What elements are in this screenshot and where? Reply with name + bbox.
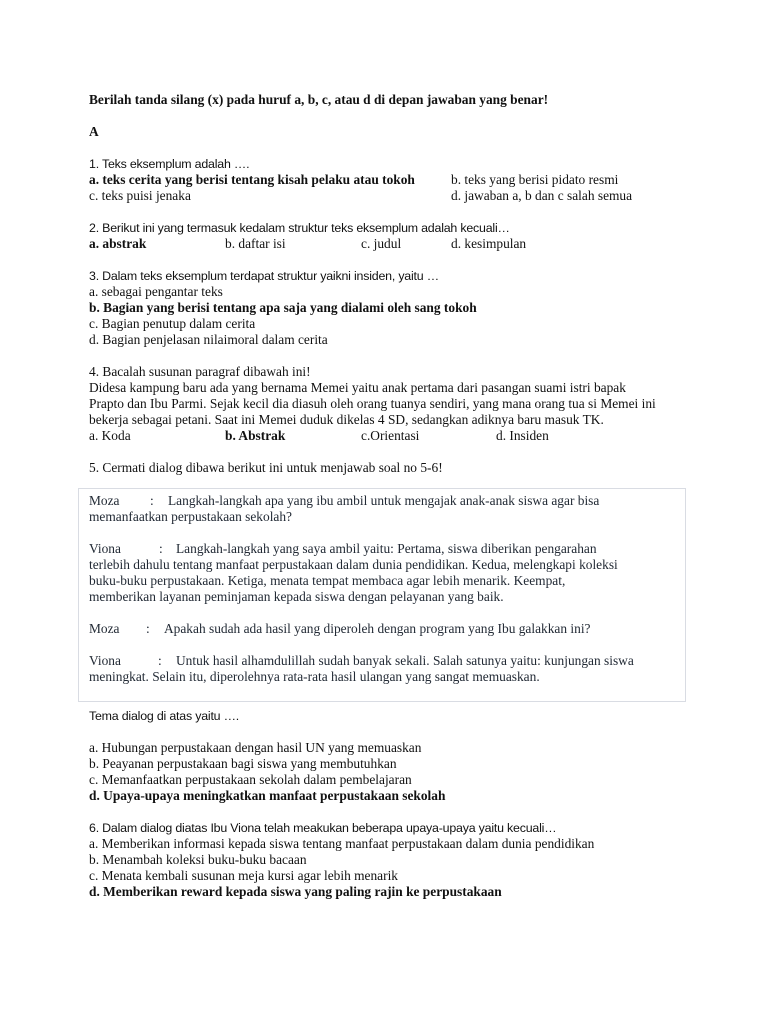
q5-question: 5. Cermati dialog dibawa berikut ini untuk menjawab soal no 5-6! <box>89 460 443 475</box>
q5-option-a[interactable]: a. Hubungan perpustakaan dengan hasil UN yang memuaskan <box>89 740 422 755</box>
speaker-name: Moza <box>89 621 120 636</box>
q4-option-b[interactable]: b. Abstrak <box>225 428 286 443</box>
speaker-colon: : <box>158 653 162 668</box>
q3-question: 3. Dalam teks eksemplum terdapat struktur yaikni insiden, yaitu … <box>89 269 439 283</box>
q4-option-a[interactable]: a. Koda <box>89 428 131 443</box>
dialog-viona-2-cont <box>89 669 675 685</box>
q4-option-d[interactable]: d. Insiden <box>496 428 549 443</box>
dialog-moza-2 <box>89 621 675 637</box>
dialog-viona-1-cont <box>89 589 675 605</box>
instruction: Berilah tanda silang (x) pada huruf a, b, c, atau d di depan jawaban yang benar! <box>89 92 549 107</box>
q6-option-c[interactable]: c. Menata kembali susunan meja kursi agar lebih menarik <box>89 868 398 883</box>
q3-option-a[interactable]: a. sebagai pengantar teks <box>89 284 223 299</box>
document-body <box>89 92 689 900</box>
dialog-viona-1-cont <box>89 573 675 589</box>
dialog-text: Apakah sudah ada hasil yang diperoleh dengan program yang Ibu galakkan ini? <box>164 621 591 636</box>
dialog-text: memberikan layanan peminjaman kepada siswa dengan pelayanan yang baik. <box>89 589 504 604</box>
dialog-box <box>78 488 686 702</box>
q4-passage-line: Didesa kampung baru ada yang bernama Memei yaitu anak pertama dari pasangan suami istri bapak <box>89 380 626 395</box>
dialog-viona-2 <box>89 653 675 669</box>
q4-options-row <box>89 428 689 444</box>
q5-option-d[interactable]: d. Upaya-upaya meningkatkan manfaat perpustakaan sekolah <box>89 788 446 803</box>
q4-passage-line: bekerja sebagai petani. Saat ini Memei duduk dikelas 4 SD, sedangkan adiknya baru masuk TK. <box>89 412 604 427</box>
q3-option-d[interactable]: d. Bagian penjelasan nilaimoral dalam cerita <box>89 332 328 347</box>
q6-option-d[interactable]: d. Memberikan reward kepada siswa yang paling rajin ke perpustakaan <box>89 884 502 899</box>
q1-option-c[interactable]: c. teks puisi jenaka <box>89 188 191 203</box>
q3-option-b[interactable]: b. Bagian yang berisi tentang apa saja yang dialami oleh sang tokoh <box>89 300 477 315</box>
q1-option-b[interactable]: b. teks yang berisi pidato resmi <box>451 172 619 187</box>
q2-option-d[interactable]: d. kesimpulan <box>451 236 527 251</box>
q1-option-d[interactable]: d. jawaban a, b dan c salah semua <box>451 188 633 203</box>
speaker-colon: : <box>150 493 154 508</box>
dialog-text: Langkah-langkah apa yang ibu ambil untuk mengajak anak-anak siswa agar bisa <box>168 493 600 508</box>
q6-option-a[interactable]: a. Memberikan informasi kepada siswa tentang manfaat perpustakaan dalam dunia pendidikan <box>89 836 595 851</box>
q1-question: 1. Teks eksemplum adalah …. <box>89 157 250 171</box>
q6-option-b[interactable]: b. Menambah koleksi buku-buku bacaan <box>89 852 307 867</box>
q2-option-b[interactable]: b. daftar isi <box>225 236 286 251</box>
speaker-colon: : <box>159 541 163 556</box>
dialog-text: meningkat. Selain itu, diperolehnya rata-rata hasil ulangan yang sangat memuaskan. <box>89 669 540 684</box>
speaker-name: Moza <box>89 493 120 508</box>
q4-passage-line: Prapto dan Ibu Parmi. Sejak kecil dia diasuh oleh orang tuanya sendiri, yang mana orang tua si Memei ini <box>89 396 656 411</box>
dialog-text: Untuk hasil alhamdulillah sudah banyak sekali. Salah satunya yaitu: kunjungan siswa <box>176 653 634 668</box>
q1-option-a[interactable]: a. teks cerita yang berisi tentang kisah pelaku atau tokoh <box>89 172 415 187</box>
q5-theme-question: Tema dialog di atas yaitu …. <box>89 709 240 723</box>
dialog-text: buku-buku perpustakaan. Ketiga, menata tempat membaca agar lebih menarik. Keempat, <box>89 573 566 588</box>
dialog-text: Langkah-langkah yang saya ambil yaitu: Pertama, siswa diberikan pengarahan <box>176 541 597 556</box>
q1-options-row-2 <box>89 188 689 204</box>
q2-option-c[interactable]: c. judul <box>361 236 402 251</box>
dialog-viona-1 <box>89 541 675 557</box>
dialog-moza-1 <box>89 493 675 509</box>
dialog-text: terlebih dahulu tentang manfaat perpustakaan dalam dunia pendidikan. Kedua, melengkapi koleksi <box>89 557 618 572</box>
section-label: A <box>89 124 99 139</box>
q5-option-b[interactable]: b. Peayanan perpustakaan bagi siswa yang membutuhkan <box>89 756 397 771</box>
q2-option-a[interactable]: a. abstrak <box>89 236 147 251</box>
q3-option-c[interactable]: c. Bagian penutup dalam cerita <box>89 316 256 331</box>
q6-question: 6. Dalam dialog diatas Ibu Viona telah meakukan beberapa upaya-upaya yaitu kecuali… <box>89 821 557 835</box>
q5-option-c[interactable]: c. Memanfaatkan perpustakaan sekolah dalam pembelajaran <box>89 772 412 787</box>
q4-option-c[interactable]: c.Orientasi <box>361 428 420 443</box>
speaker-name: Viona <box>89 541 121 556</box>
q2-question: 2. Berikut ini yang termasuk kedalam struktur teks eksemplum adalah kecuali… <box>89 221 510 235</box>
q4-question: 4. Bacalah susunan paragraf dibawah ini! <box>89 364 311 379</box>
dialog-moza-1-cont <box>89 509 675 525</box>
speaker-name: Viona <box>89 653 121 668</box>
q1-options-row-1 <box>89 172 689 188</box>
speaker-colon: : <box>146 621 150 636</box>
dialog-text: memanfaatkan perpustakaan sekolah? <box>89 509 292 524</box>
q2-options-row <box>89 236 689 252</box>
dialog-viona-1-cont <box>89 557 675 573</box>
